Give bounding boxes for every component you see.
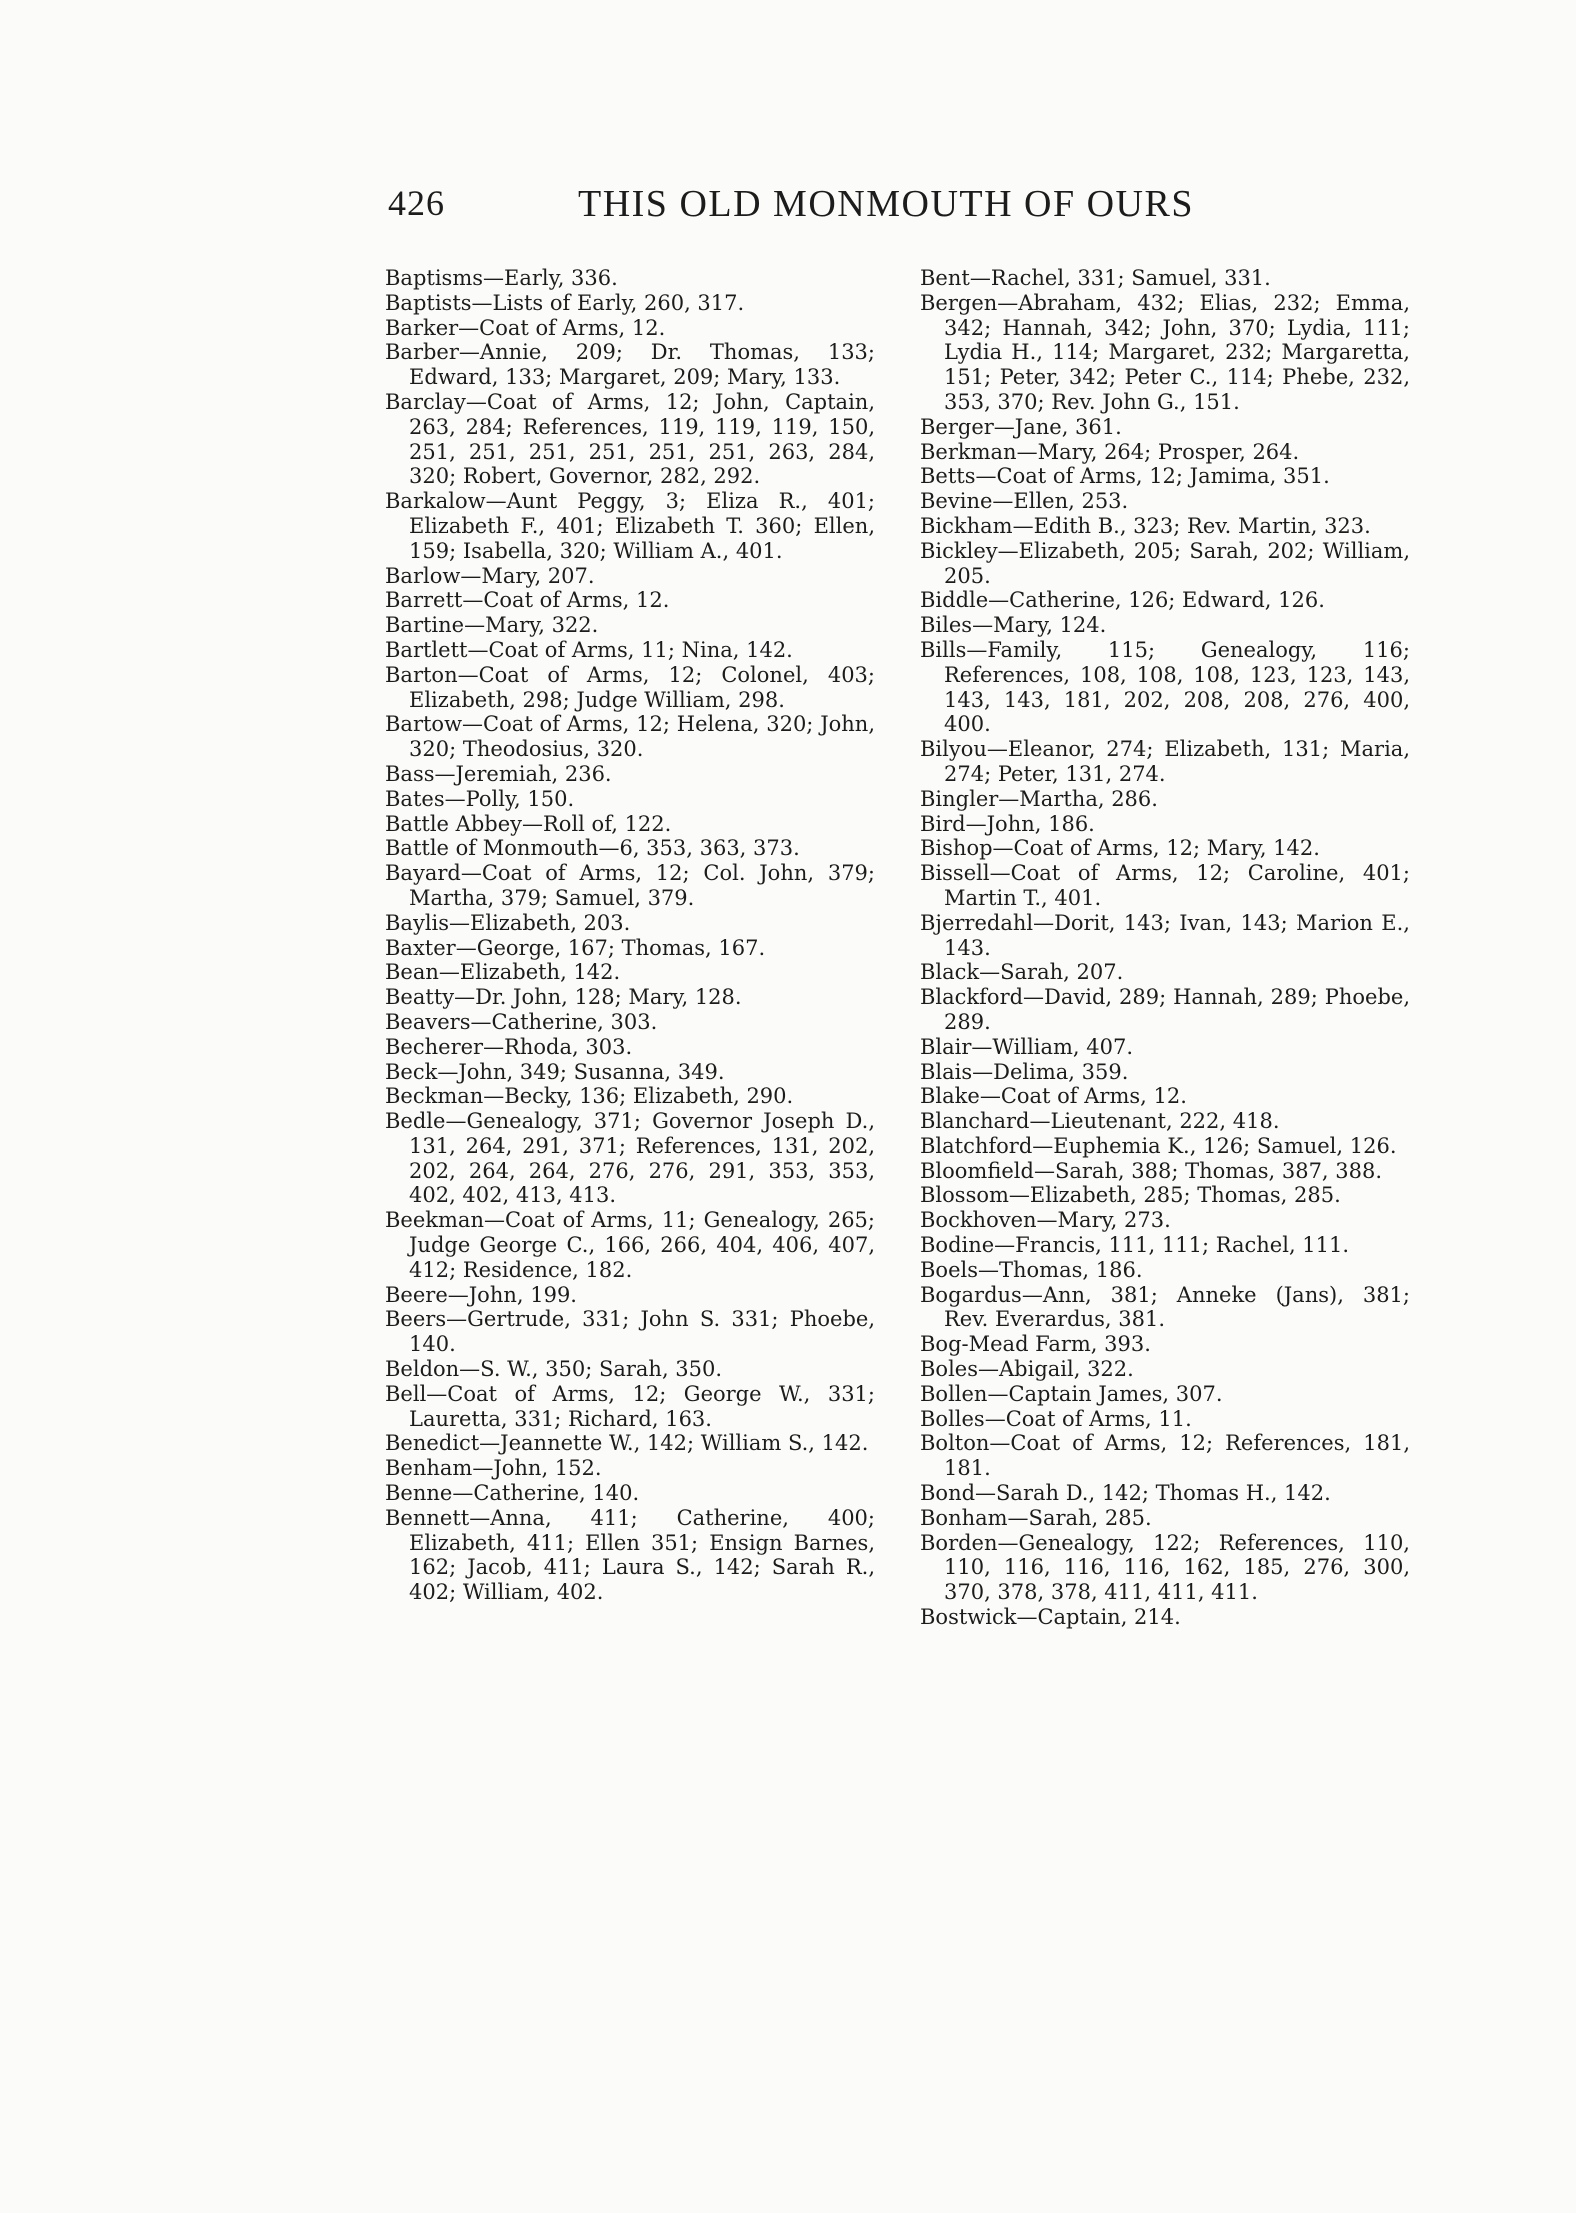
index-entry: Bissell—Coat of Arms, 12; Caroline, 401; Martin T., 401. [920, 861, 1410, 910]
index-entry: Bolton—Coat of Arms, 12; References, 181, 181. [920, 1431, 1410, 1481]
index-entry: Bockhoven—Mary, 273. [920, 1208, 1171, 1233]
index-entry: Baxter—George, 167; Thomas, 167. [385, 935, 766, 960]
index-entry: Bog-Mead Farm, 393. [920, 1332, 1151, 1357]
index-entry: Blais—Delima, 359. [920, 1059, 1129, 1084]
page-header [388, 178, 1248, 234]
index-entry: Blair—William, 407. [920, 1034, 1134, 1059]
index-entry: Bayard—Coat of Arms, 12; Col. John, 379; Martha, 379; Samuel, 379. [385, 861, 875, 910]
index-entry: Barlow—Mary, 207. [385, 563, 595, 588]
index-entry: Benham—John, 152. [385, 1456, 602, 1481]
index-entry: Barker—Coat of Arms, 12. [385, 315, 666, 340]
running-title: THIS OLD MONMOUTH OF OURS [578, 183, 1194, 225]
index-entry: Blanchard—Lieutenant, 222, 418. [920, 1109, 1280, 1134]
index-entry: Black—Sarah, 207. [920, 960, 1124, 985]
index-entry: Beck—John, 349; Susanna, 349. [385, 1059, 725, 1084]
index-entry: Barber—Annie, 209; Dr. Thomas, 133; Edward, 133; Margaret, 209; Mary, 133. [385, 340, 875, 390]
index-entry: Boels—Thomas, 186. [920, 1257, 1143, 1282]
index-entry: Blatchford—Euphemia K., 126; Samuel, 126. [920, 1133, 1397, 1158]
index-entry: Bilyou—Eleanor, 274; Elizabeth, 131; Maria, 274; Peter, 131, 274. [920, 737, 1410, 786]
index-entry: Beldon—S. W., 350; Sarah, 350. [385, 1357, 723, 1382]
index-entry: Biles—Mary, 124. [920, 613, 1107, 638]
index-entry: Battle Abbey—Roll of, 122. [385, 811, 672, 836]
index-entry: Barton—Coat of Arms, 12; Colonel, 403; Elizabeth, 298; Judge William, 298. [385, 662, 875, 712]
index-entry: Bennett—Anna, 411; Catherine, 400; Elizabeth, 411; Ellen 351; Ensign Barnes, 162; Jacob, 411; Laura S., 142; Sarah R., 402; William, 402. [385, 1505, 875, 1605]
index-column-right [920, 266, 1410, 1630]
index-entry: Berkman—Mary, 264; Prosper, 264. [920, 439, 1300, 464]
index-entry: Bates—Polly, 150. [385, 786, 575, 811]
index-entry: Bartlett—Coat of Arms, 11; Nina, 142. [385, 637, 793, 662]
index-entry: Boles—Abigail, 322. [920, 1357, 1134, 1382]
index-entry: Bartow—Coat of Arms, 12; Helena, 320; John, 320; Theodosius, 320. [385, 712, 875, 762]
index-entry: Beere—John, 199. [385, 1282, 577, 1307]
index-entry: Bolles—Coat of Arms, 11. [920, 1406, 1192, 1431]
index-entry: Beers—Gertrude, 331; John S. 331; Phoebe, 140. [385, 1307, 875, 1357]
index-entry: Benedict—Jeannette W., 142; William S., 142. [385, 1431, 869, 1456]
index-entry: Bent—Rachel, 331; Samuel, 331. [920, 266, 1271, 290]
index-entry: Borden—Genealogy, 122; References, 110, 110, 116, 116, 116, 162, 185, 276, 300, 370, 378, 378, 411, 411, 411. [920, 1530, 1410, 1605]
index-entry: Baptisms—Early, 336. [385, 266, 618, 290]
index-entry: Bingler—Martha, 286. [920, 786, 1158, 811]
index-entry: Benne—Catherine, 140. [385, 1481, 640, 1506]
index-entry: Bollen—Captain James, 307. [920, 1381, 1223, 1406]
index-entry: Beckman—Becky, 136; Elizabeth, 290. [385, 1084, 794, 1109]
index-entry: Beatty—Dr. John, 128; Mary, 128. [385, 985, 742, 1010]
index-entry: Bishop—Coat of Arms, 12; Mary, 142. [920, 836, 1320, 861]
index-entry: Beavers—Catherine, 303. [385, 1009, 658, 1034]
index-entry: Baptists—Lists of Early, 260, 317. [385, 290, 745, 315]
index-entry: Bass—Jeremiah, 236. [385, 761, 612, 786]
index-entry: Barrett—Coat of Arms, 12. [385, 588, 670, 613]
index-entry: Battle of Monmouth—6, 353, 363, 373. [385, 836, 800, 861]
index-entry: Bell—Coat of Arms, 12; George W., 331; Lauretta, 331; Richard, 163. [385, 1381, 875, 1431]
index-entry: Barclay—Coat of Arms, 12; John, Captain, 263, 284; References, 119, 119, 119, 150, 251, 251, 251, 251, 251, 251, 263, 284, 320; Robert, Governor, 282, 292. [385, 389, 875, 489]
index-entry: Blake—Coat of Arms, 12. [920, 1084, 1187, 1109]
index-entry: Bean—Elizabeth, 142. [385, 960, 621, 985]
index-entry: Bartine—Mary, 322. [385, 613, 599, 638]
index-entry: Bogardus—Ann, 381; Anneke (Jans), 381; Rev. Everardus, 381. [920, 1282, 1410, 1332]
index-entry: Bodine—Francis, 111, 111; Rachel, 111. [920, 1233, 1350, 1258]
page-number: 426 [388, 183, 445, 223]
index-entry: Bedle—Genealogy, 371; Governor Joseph D., 131, 264, 291, 371; References, 131, 202, 202, 264, 264, 276, 276, 291, 353, 353, 402, 402, 413, 413. [385, 1109, 875, 1208]
index-entry: Biddle—Catherine, 126; Edward, 126. [920, 588, 1325, 613]
index-entry: Baylis—Elizabeth, 203. [385, 910, 631, 935]
index-entry: Bloomfield—Sarah, 388; Thomas, 387, 388. [920, 1158, 1383, 1183]
index-entry: Barkalow—Aunt Peggy, 3; Eliza R., 401; Elizabeth F., 401; Elizabeth T. 360; Ellen, 159; Isabella, 320; William A., 401. [385, 489, 875, 563]
index-entry: Blackford—David, 289; Hannah, 289; Phoebe, 289. [920, 985, 1410, 1034]
index-entry: Bjerredahl—Dorit, 143; Ivan, 143; Marion E., 143. [920, 910, 1410, 960]
index-entry: Bonham—Sarah, 285. [920, 1505, 1152, 1530]
index-entry: Blossom—Elizabeth, 285; Thomas, 285. [920, 1183, 1341, 1208]
index-entry: Bills—Family, 115; Genealogy, 116; References, 108, 108, 108, 123, 123, 143, 143, 143, 181, 202, 208, 208, 276, 400, 400. [920, 637, 1410, 737]
index-entry: Bickham—Edith B., 323; Rev. Martin, 323. [920, 513, 1371, 538]
index-entry: Berger—Jane, 361. [920, 414, 1122, 439]
index-entry: Bond—Sarah D., 142; Thomas H., 142. [920, 1481, 1331, 1506]
index-entry: Beekman—Coat of Arms, 11; Genealogy, 265; Judge George C., 166, 266, 404, 406, 407, 412; Residence, 182. [385, 1208, 875, 1282]
index-entry: Becherer—Rhoda, 303. [385, 1034, 633, 1059]
index-column-left [385, 266, 875, 1605]
index-entry: Bevine—Ellen, 253. [920, 489, 1129, 514]
index-entry: Bostwick—Captain, 214. [920, 1605, 1181, 1630]
index-entry: Betts—Coat of Arms, 12; Jamima, 351. [920, 464, 1330, 489]
index-entry: Bickley—Elizabeth, 205; Sarah, 202; William, 205. [920, 538, 1410, 588]
index-entry: Bergen—Abraham, 432; Elias, 232; Emma, 342; Hannah, 342; John, 370; Lydia, 111; Lydia H., 114; Margaret, 232; Margaretta, 151; Peter, 342; Peter C., 114; Phebe, 232, 353, 370; Rev. John G., 151. [920, 290, 1410, 414]
index-entry: Bird—John, 186. [920, 811, 1095, 836]
